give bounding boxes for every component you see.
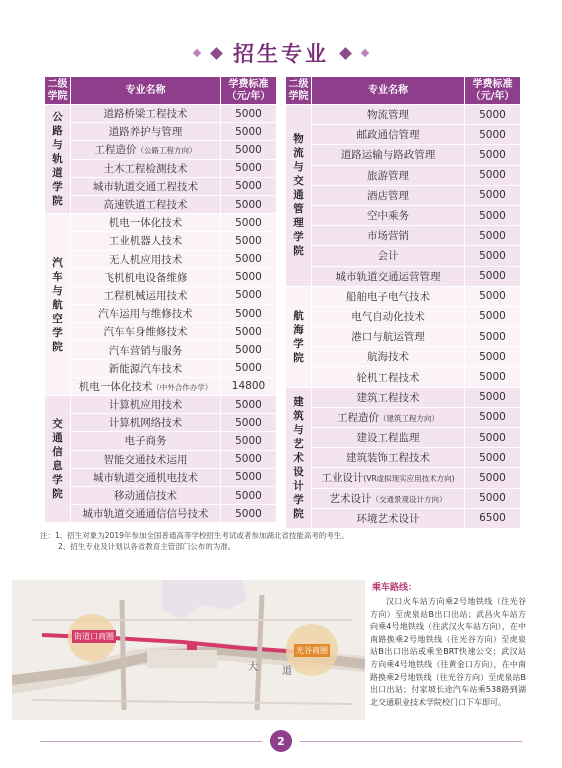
fee-cell: 5000 bbox=[465, 246, 521, 266]
fee-cell: 5000 bbox=[221, 250, 277, 268]
major-name: 飞机机电设备维修 bbox=[103, 271, 188, 284]
major-name: 港口与航运管理 bbox=[351, 331, 425, 344]
major-header: 专业名称 bbox=[312, 77, 465, 105]
major-cell bbox=[71, 159, 221, 177]
fee-cell: 5000 bbox=[221, 105, 277, 123]
table-row bbox=[286, 145, 521, 165]
college-name: 汽车与航空学院 bbox=[52, 256, 63, 353]
fee-cell: 5000 bbox=[465, 448, 521, 468]
fee-cell: 5000 bbox=[465, 185, 521, 205]
major-cell bbox=[71, 268, 221, 286]
fee-header: 学费标准（元/年） bbox=[221, 77, 277, 105]
major-cell bbox=[71, 450, 221, 468]
major-cell bbox=[312, 488, 465, 508]
table-row bbox=[45, 432, 277, 450]
major-name: 机电一体化技术 bbox=[108, 217, 183, 230]
major-name: 物流管理 bbox=[367, 109, 409, 122]
table-row bbox=[45, 177, 277, 195]
table-row bbox=[45, 414, 277, 432]
table-row bbox=[286, 286, 521, 306]
major-name: 汽车车身维修技术 bbox=[103, 326, 188, 339]
fee-cell: 5000 bbox=[465, 266, 521, 286]
road-label-dao: 道 bbox=[282, 666, 292, 677]
college-header: 二级学院 bbox=[286, 77, 312, 105]
footnote-1: 注：1、招生对象为2019年参加全国普通高等学校招生考试或者参加湖北省技能高考的考生。 bbox=[40, 531, 349, 540]
jiedaokou-label: 街道口商圈 bbox=[74, 632, 114, 641]
major-name: 无人机应用技术 bbox=[108, 253, 183, 266]
diamond-ornament-icon bbox=[361, 49, 369, 57]
college-cell bbox=[286, 387, 312, 528]
fee-cell: 5000 bbox=[465, 165, 521, 185]
major-cell bbox=[71, 305, 221, 323]
fee-cell: 5000 bbox=[465, 306, 521, 326]
fee-cell: 5000 bbox=[221, 341, 277, 359]
table-row bbox=[45, 396, 277, 414]
table-row bbox=[45, 159, 277, 177]
table-row bbox=[286, 468, 521, 488]
major-note: （交通景观设计方向） bbox=[371, 494, 447, 504]
table-row bbox=[286, 428, 521, 448]
major-cell bbox=[312, 468, 465, 488]
route-info bbox=[368, 580, 526, 720]
table-row bbox=[286, 125, 521, 145]
major-cell bbox=[312, 286, 465, 306]
major-name: 城市轨道交通机电技术 bbox=[93, 471, 198, 484]
major-name: 船舶电子电气技术 bbox=[346, 290, 430, 303]
table-row bbox=[45, 450, 277, 468]
fee-cell: 5000 bbox=[221, 450, 277, 468]
major-cell bbox=[71, 468, 221, 486]
table-row bbox=[45, 195, 277, 213]
right-majors-table bbox=[285, 76, 521, 529]
major-cell bbox=[312, 125, 465, 145]
major-cell bbox=[71, 105, 221, 123]
major-cell bbox=[71, 505, 221, 523]
table-row bbox=[45, 505, 277, 523]
fee-cell: 5000 bbox=[465, 327, 521, 347]
major-cell bbox=[312, 407, 465, 427]
major-cell bbox=[312, 266, 465, 286]
major-cell bbox=[312, 205, 465, 225]
table-row bbox=[45, 377, 277, 395]
major-header: 专业名称 bbox=[71, 77, 221, 105]
fee-cell: 5000 bbox=[221, 505, 277, 523]
major-cell bbox=[312, 105, 465, 125]
major-cell bbox=[312, 246, 465, 266]
diamond-ornament-icon bbox=[339, 47, 352, 60]
college-cell bbox=[45, 396, 71, 523]
major-name: 艺术设计 bbox=[329, 492, 372, 505]
major-cell bbox=[312, 165, 465, 185]
major-name: 机电一体化技术 bbox=[78, 380, 153, 393]
guanggu-label: 光谷商圈 bbox=[296, 646, 328, 655]
table-row bbox=[286, 387, 521, 407]
footer-line-left bbox=[40, 741, 262, 742]
table-row bbox=[45, 268, 277, 286]
major-name: 道路养护与管理 bbox=[108, 126, 183, 139]
fee-cell: 5000 bbox=[465, 407, 521, 427]
table-row bbox=[45, 105, 277, 123]
major-name: 智能交通技术运用 bbox=[103, 453, 188, 466]
major-note: （公路工程方向） bbox=[136, 146, 197, 156]
major-name: 空中乘务 bbox=[367, 210, 409, 223]
major-name: 道路桥梁工程技术 bbox=[103, 108, 188, 121]
major-name: 工业设计 bbox=[321, 472, 364, 485]
major-cell bbox=[71, 232, 221, 250]
fee-cell: 5000 bbox=[465, 105, 521, 125]
table-row bbox=[286, 488, 521, 508]
college-cell bbox=[286, 286, 312, 387]
major-name: 计算机应用技术 bbox=[108, 399, 183, 412]
major-cell bbox=[71, 377, 221, 395]
table-row bbox=[286, 246, 521, 266]
major-name: 土木工程检测技术 bbox=[103, 162, 188, 175]
major-name: 电子商务 bbox=[124, 435, 167, 448]
major-cell bbox=[312, 508, 465, 528]
fee-cell: 5000 bbox=[221, 286, 277, 304]
table-row bbox=[45, 341, 277, 359]
page-title-bar bbox=[0, 38, 562, 68]
major-name: 市场营销 bbox=[367, 230, 409, 243]
major-cell bbox=[312, 448, 465, 468]
fee-cell: 5000 bbox=[221, 268, 277, 286]
diamond-ornament-icon bbox=[210, 47, 223, 60]
table-row bbox=[286, 327, 521, 347]
fee-cell: 5000 bbox=[221, 396, 277, 414]
fee-cell: 5000 bbox=[465, 428, 521, 448]
table-row bbox=[45, 232, 277, 250]
major-cell bbox=[312, 428, 465, 448]
table-row bbox=[286, 205, 521, 225]
major-name: 工业机器人技术 bbox=[108, 235, 183, 248]
major-name: 邮政通信管理 bbox=[356, 129, 420, 142]
table-row bbox=[45, 359, 277, 377]
major-cell bbox=[71, 195, 221, 213]
footnotes bbox=[40, 530, 520, 552]
major-name: 酒店管理 bbox=[367, 189, 409, 202]
route-title: 乘车路线： bbox=[372, 583, 418, 593]
fee-cell: 5000 bbox=[465, 226, 521, 246]
fee-cell: 5000 bbox=[465, 125, 521, 145]
campus-location-map bbox=[12, 580, 365, 720]
major-name: 工程造价 bbox=[94, 144, 137, 157]
table-row bbox=[286, 185, 521, 205]
table-row bbox=[286, 347, 521, 367]
college-header: 二级学院 bbox=[45, 77, 71, 105]
left-majors-table bbox=[44, 76, 277, 523]
major-note: (VR虚拟现实应用技术方向) bbox=[363, 474, 455, 484]
fee-cell: 5000 bbox=[465, 468, 521, 488]
fee-cell: 5000 bbox=[221, 159, 277, 177]
footer-line-right bbox=[300, 741, 522, 742]
college-cell bbox=[45, 105, 71, 214]
major-cell bbox=[312, 347, 465, 367]
college-name: 交通信息学院 bbox=[52, 418, 63, 501]
table-row bbox=[286, 367, 521, 387]
major-name: 城市轨道交通工程技术 bbox=[93, 180, 198, 193]
table-row bbox=[286, 407, 521, 427]
fee-cell: 5000 bbox=[221, 359, 277, 377]
major-cell bbox=[312, 367, 465, 387]
major-cell bbox=[71, 486, 221, 504]
route-text: 汉口火车站方向乘2号地铁线（往光谷方向）至虎泉站B出口出站；武昌火车站方向乘4号地铁线（往武汉火车站方向），在中南路换乘2号地铁线（往光谷方向）至虎泉站B出口出站或乘坐BRT快速公交；武汉站方向乘4号地铁线（往黄金口方向），在中南路换乘2号地铁线（往光谷方向）至虎泉站B出口出站；付家坡长途汽车站乘538路到湖北交通职业技术学院校门口下车即可。 bbox=[370, 597, 526, 707]
page-title: 招生专业 bbox=[233, 42, 329, 66]
table-row bbox=[45, 286, 277, 304]
major-name: 建筑装饰工程技术 bbox=[346, 452, 430, 465]
fee-cell: 5000 bbox=[221, 305, 277, 323]
major-name: 计算机网络技术 bbox=[108, 417, 183, 430]
fee-cell: 5000 bbox=[221, 232, 277, 250]
table-row bbox=[45, 323, 277, 341]
fee-cell: 6500 bbox=[465, 508, 521, 528]
major-cell bbox=[71, 359, 221, 377]
college-name: 建筑与艺术设计学院 bbox=[293, 395, 304, 520]
fee-cell: 5000 bbox=[221, 414, 277, 432]
major-name: 电气自动化技术 bbox=[351, 310, 425, 323]
table-row bbox=[45, 468, 277, 486]
major-name: 汽车营销与服务 bbox=[108, 344, 183, 357]
table-row bbox=[286, 165, 521, 185]
major-cell bbox=[312, 145, 465, 165]
footnote-2: 2、招生专业及计划以各省教育主管部门公布的为准。 bbox=[58, 542, 236, 551]
fee-cell: 5000 bbox=[465, 347, 521, 367]
fee-cell: 5000 bbox=[221, 214, 277, 232]
major-cell bbox=[71, 177, 221, 195]
left-table-body bbox=[45, 105, 277, 523]
fee-cell: 5000 bbox=[465, 145, 521, 165]
table-row bbox=[45, 305, 277, 323]
major-cell bbox=[71, 123, 221, 141]
fee-cell: 5000 bbox=[465, 367, 521, 387]
major-name: 道路运输与路政管理 bbox=[340, 149, 436, 162]
table-row bbox=[286, 448, 521, 468]
major-name: 会计 bbox=[377, 250, 399, 263]
table-row bbox=[45, 486, 277, 504]
major-name: 汽车运用与维修技术 bbox=[98, 308, 193, 321]
major-cell bbox=[312, 306, 465, 326]
major-cell bbox=[312, 226, 465, 246]
fee-cell: 5000 bbox=[221, 141, 277, 159]
major-note: （中外合作办学） bbox=[152, 382, 213, 392]
college-name: 物流与交通管理学院 bbox=[293, 133, 304, 258]
major-cell bbox=[71, 414, 221, 432]
fee-cell: 5000 bbox=[221, 323, 277, 341]
fee-cell: 5000 bbox=[465, 286, 521, 306]
major-name: 高速铁道工程技术 bbox=[103, 199, 188, 212]
road-label-da: 大 bbox=[248, 662, 258, 673]
major-name: 环境艺术设计 bbox=[356, 512, 420, 525]
college-cell bbox=[45, 214, 71, 396]
major-name: 轮机工程技术 bbox=[356, 371, 420, 384]
major-cell bbox=[71, 250, 221, 268]
major-cell bbox=[71, 141, 221, 159]
major-name: 工程机械运用技术 bbox=[103, 289, 188, 302]
fee-cell: 5000 bbox=[221, 177, 277, 195]
fee-cell: 5000 bbox=[465, 387, 521, 407]
fee-header: 学费标准（元/年） bbox=[465, 77, 521, 105]
table-row bbox=[45, 250, 277, 268]
table-row bbox=[286, 266, 521, 286]
fee-cell: 5000 bbox=[221, 195, 277, 213]
major-name: 移动通信技术 bbox=[114, 490, 177, 503]
fee-cell: 5000 bbox=[221, 486, 277, 504]
diamond-ornament-icon bbox=[193, 49, 201, 57]
fee-cell: 5000 bbox=[465, 205, 521, 225]
table-row bbox=[45, 123, 277, 141]
major-cell bbox=[71, 323, 221, 341]
major-note: （建筑工程方向） bbox=[379, 413, 439, 423]
fee-cell: 5000 bbox=[221, 123, 277, 141]
major-cell bbox=[312, 327, 465, 347]
major-cell bbox=[71, 396, 221, 414]
table-row bbox=[45, 141, 277, 159]
fee-cell: 5000 bbox=[465, 488, 521, 508]
table-row bbox=[45, 214, 277, 232]
major-cell bbox=[71, 341, 221, 359]
table-row bbox=[286, 306, 521, 326]
major-name: 建设工程监理 bbox=[356, 432, 420, 445]
table-row bbox=[286, 226, 521, 246]
major-cell bbox=[312, 185, 465, 205]
fee-cell: 5000 bbox=[221, 468, 277, 486]
college-name: 航海学院 bbox=[293, 309, 304, 364]
major-cell bbox=[71, 286, 221, 304]
major-cell bbox=[71, 432, 221, 450]
fee-cell: 5000 bbox=[221, 432, 277, 450]
major-name: 工程造价 bbox=[337, 411, 379, 424]
table-row bbox=[286, 105, 521, 125]
major-name: 城市轨道交通运营管理 bbox=[335, 270, 441, 283]
major-name: 建筑工程技术 bbox=[356, 391, 420, 404]
table-row bbox=[286, 508, 521, 528]
major-name: 航海技术 bbox=[367, 351, 409, 364]
page-number: 2 bbox=[270, 730, 292, 752]
college-cell bbox=[286, 105, 312, 287]
fee-cell: 14800 bbox=[221, 377, 277, 395]
major-cell bbox=[71, 214, 221, 232]
major-cell bbox=[312, 387, 465, 407]
college-name: 公路与轨道学院 bbox=[52, 111, 63, 208]
major-name: 新能源汽车技术 bbox=[108, 362, 183, 375]
major-name: 旅游管理 bbox=[367, 169, 409, 182]
right-table-body bbox=[286, 105, 521, 529]
major-name: 城市轨道交通通信信号技术 bbox=[82, 508, 209, 521]
